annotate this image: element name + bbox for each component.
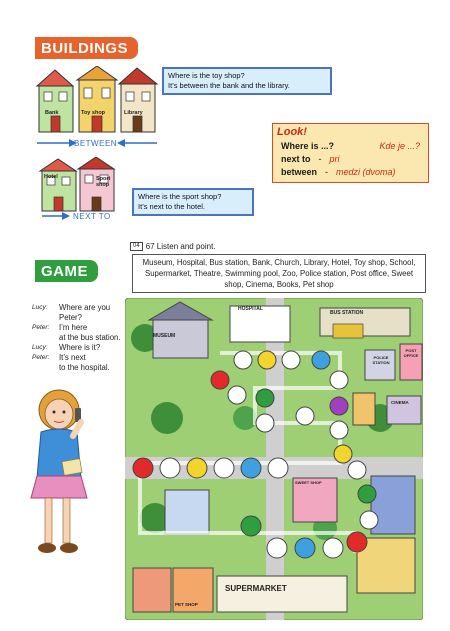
speaker: Lucy:: [32, 344, 48, 351]
map-label-bus-station: BUS STATION: [330, 310, 364, 316]
dialog-line: [32, 313, 130, 323]
map-label-hospital: HOSPITAL: [238, 306, 263, 312]
between-label: BETWEEN: [74, 139, 118, 148]
houses-illustration: [35, 66, 160, 134]
map-label-supermarket: SUPERMARKET: [225, 584, 287, 593]
bubble-answer: It’s next to the hotel.: [138, 202, 205, 211]
word-box: Museum, Hospital, Bus station, Bank, Church, Library, Hotel, Toy shop, School, Supermarket, Theatre, Swimming pool, Zoo, Police station, Post office, Sweet shop, Cinema, Books, Pet shop: [132, 254, 426, 293]
look-title: Look!: [277, 126, 307, 138]
dialog-line: [32, 303, 130, 313]
map-label-pet-shop: PET SHOP: [175, 602, 198, 607]
look-en: next to: [281, 154, 311, 164]
speech-bubble-sport-shop: [132, 188, 254, 216]
map-label-cinema: CINEMA: [391, 400, 409, 405]
look-sk: pri: [329, 154, 340, 164]
map-label-police: POLICE STATION: [372, 355, 390, 365]
house-label-library: Library: [124, 110, 143, 116]
map-label-post: POST OFFICE: [403, 348, 419, 358]
bubble-answer: It’s between the bank and the library.: [168, 81, 290, 90]
house-label-sport-shop: Sport shop: [96, 176, 111, 188]
dialog: [32, 303, 130, 373]
look-box: [272, 123, 429, 183]
look-row: [273, 166, 428, 179]
exercise-text: 67 Listen and point.: [145, 242, 216, 251]
dialog-line: [32, 363, 130, 373]
map-label-museum: MUSEUM: [153, 333, 176, 339]
look-row: [273, 153, 428, 166]
speaker: [32, 363, 59, 373]
map-label-sweet-shop: SWEET SHOP: [295, 480, 322, 485]
line-text: Where are you: [59, 303, 111, 312]
house-label-hotel: Hotel: [44, 174, 58, 180]
line-text: at the bus station.: [59, 333, 121, 342]
speaker: [32, 313, 59, 323]
bubble-question: Where is the sport shop?: [138, 192, 222, 201]
speech-bubble-toy-shop: [162, 67, 332, 95]
girl-with-phone-illustration: [25, 388, 97, 563]
look-dash: -: [318, 154, 322, 164]
line-text: Where is it?: [59, 343, 101, 352]
look-row: [273, 140, 428, 153]
house-label-toy-shop: Toy shop: [81, 110, 106, 116]
dialog-line: [32, 323, 130, 333]
line-text: It’s next: [59, 353, 86, 362]
speaker: Peter:: [32, 324, 50, 331]
look-en: Where is ...?: [281, 141, 335, 151]
cd-icon: 04: [130, 242, 143, 251]
look-sk: medzi (dvoma): [336, 167, 396, 177]
look-en: between: [281, 167, 318, 177]
town-game-board: [125, 298, 423, 620]
game-title: GAME: [35, 260, 98, 282]
line-text: Peter?: [59, 313, 82, 322]
speaker: Peter:: [32, 354, 50, 361]
dialog-line: [32, 353, 130, 363]
bubble-question: Where is the toy shop?: [168, 71, 245, 80]
line-text: I’m here: [59, 323, 88, 332]
dialog-line: [32, 333, 130, 343]
speaker: Lucy:: [32, 304, 48, 311]
listen-instruction: [130, 242, 216, 251]
look-dash: -: [325, 167, 329, 177]
dialog-line: [32, 343, 130, 353]
look-sk: Kde je ...?: [379, 141, 420, 151]
next-to-label: NEXT TO: [73, 212, 111, 221]
speaker: [32, 333, 59, 343]
buildings-title: BUILDINGS: [35, 37, 138, 59]
line-text: to the hospital.: [59, 363, 110, 372]
house-label-bank: Bank: [45, 110, 59, 116]
